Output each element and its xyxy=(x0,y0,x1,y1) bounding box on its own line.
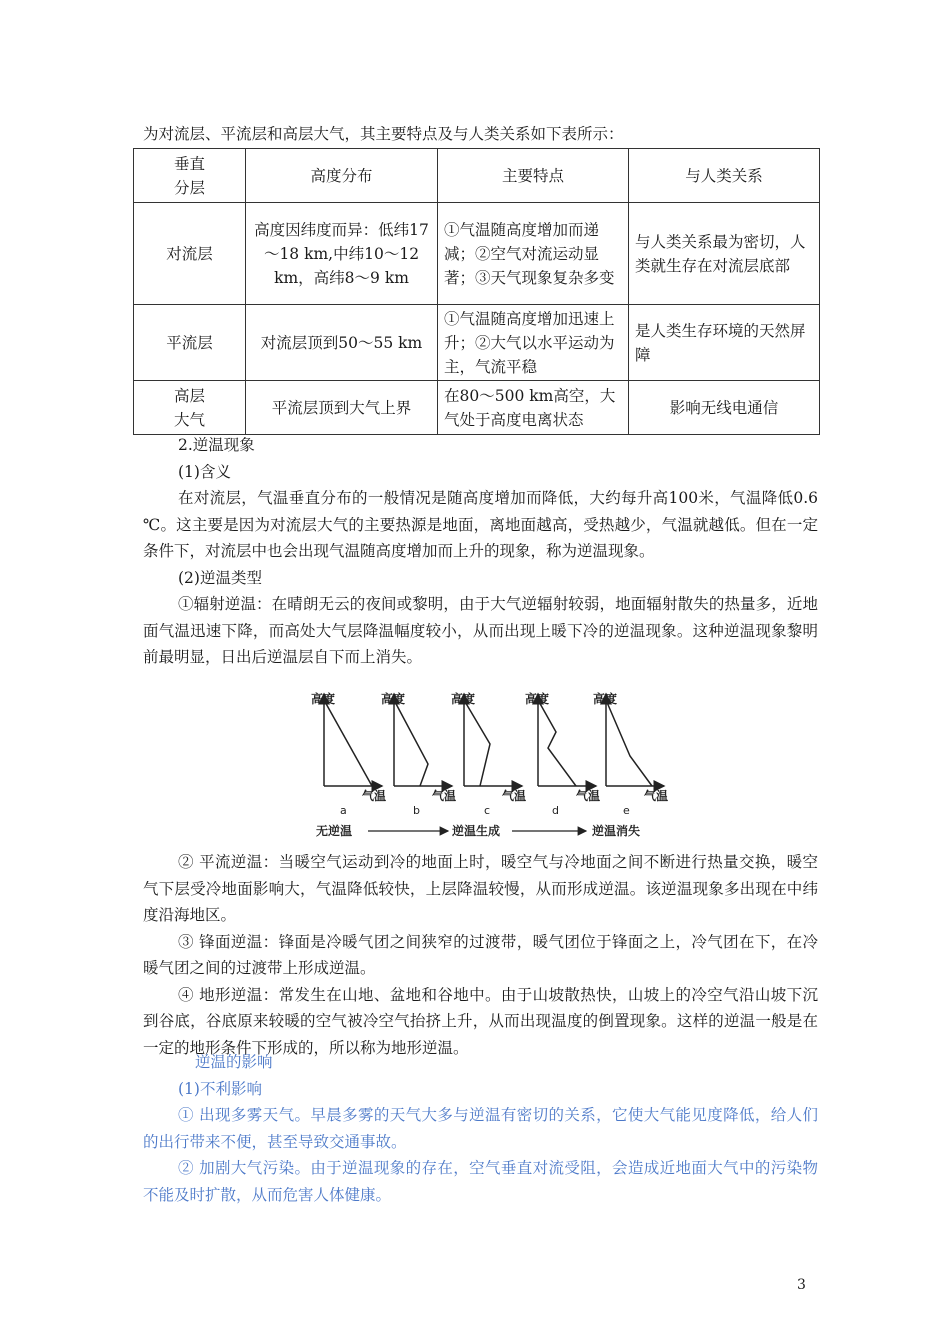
panel-b xyxy=(381,691,456,817)
section-inversion-types-cont xyxy=(143,849,818,1061)
paragraph: ② 平流逆温：当暖空气运动到冷的地面上时，暖空气与冷地面之间不断进行热量交换，暖空气下层受冷地面影响大，气温降低较快，上层降温较慢，从而形成逆温。该逆温现象多出现在中纬度沿海地区。 xyxy=(143,853,818,924)
stage-label: 无逆温 xyxy=(316,824,353,838)
table-cell: 高层 大气 xyxy=(134,381,246,435)
x-axis-label: 气温 xyxy=(644,789,669,803)
section-heading: 逆温的影响 xyxy=(195,1053,273,1071)
subheading: (1)含义 xyxy=(178,462,231,481)
table-cell: 平流层顶到大气上界 xyxy=(246,381,438,435)
panel-label: b xyxy=(413,804,420,817)
header-cell: 高度分布 xyxy=(246,149,438,203)
panel-label: c xyxy=(484,804,491,817)
table-cell: 高度因纬度而异：低纬17～18 km,中纬10～12 km，高纬8～9 km xyxy=(246,203,438,305)
x-axis-label: 气温 xyxy=(432,789,457,803)
panel-c xyxy=(451,691,526,817)
paragraph: ① 出现多雾天气。早晨多雾的天气大多与逆温有密切的关系，它使大气能见度降低，给人们的出行带来不便，甚至导致交通事故。 xyxy=(143,1106,818,1151)
panel-label: a xyxy=(340,804,347,817)
stage-timeline xyxy=(316,823,640,838)
paragraph: ③ 锋面逆温：锋面是冷暖气团之间狭窄的过渡带，暖气团位于锋面之上，冷气团在下，在冷暖气团之间的过渡带上形成逆温。 xyxy=(143,932,818,977)
paragraph: ①辐射逆温：在晴朗无云的夜间或黎明，由于大气逆辐射较弱，地面辐射散失的热量多，近地面气温迅速下降，而高处大气层降温幅度较小，从而出现上暖下冷的逆温现象。这种逆温现象黎明前最明显，日出后逆温层自下而上消失。 xyxy=(143,595,818,666)
subheading: (1)不利影响 xyxy=(178,1079,262,1098)
table-cell: 是人类生存环境的天然屏障 xyxy=(629,305,820,381)
table-row xyxy=(134,203,820,305)
paragraph: 在对流层，气温垂直分布的一般情况是随高度增加而降低，大约每升高100米，气温降低0.6 ℃。这主要是因为对流层大气的主要热源是地面，离地面越高，受热越少，气温就越低。但在一定条件下，对流层中也会出现气温随高度增加而上升的现象，称为逆温现象。 xyxy=(143,489,818,560)
paragraph: ④ 地形逆温：常发生在山地、盆地和谷地中。由于山坡散热快，山坡上的冷空气沿山坡下沉到谷底，谷底原来较暖的空气被冷空气抬挤上升，从而出现温度的倒置现象。这样的逆温一般是在一定的地形条件下形成的，所以称为地形逆温。 xyxy=(143,985,818,1057)
atmosphere-layers-table xyxy=(133,148,820,435)
y-axis-label: 高度 xyxy=(593,692,618,706)
x-axis-label: 气温 xyxy=(576,789,601,803)
stage-label: 逆温生成 xyxy=(452,824,501,838)
header-cell: 主要特点 xyxy=(438,149,629,203)
panel-a xyxy=(311,691,386,817)
y-axis-label: 高度 xyxy=(451,692,476,706)
paragraph: ② 加剧大气污染。由于逆温现象的存在，空气垂直对流受阻，会造成近地面大气中的污染物不能及时扩散，从而危害人体健康。 xyxy=(143,1159,818,1204)
table-cell: ①气温随高度增加而递减；②空气对流运动显著；③天气现象复杂多变 xyxy=(438,203,629,305)
panel-label: e xyxy=(623,804,630,817)
section-heading: 2.逆温现象 xyxy=(178,436,255,454)
stage-label: 逆温消失 xyxy=(592,824,641,838)
header-cell: 垂直 分层 xyxy=(134,149,246,203)
page-number: 3 xyxy=(797,1277,806,1293)
x-axis-label: 气温 xyxy=(362,789,387,803)
section-inversion xyxy=(143,432,818,671)
x-axis-label: 气温 xyxy=(502,789,527,803)
table-cell: ①气温随高度增加迅速上升；②大气以水平运动为主，气流平稳 xyxy=(438,305,629,381)
header-cell: 与人类关系 xyxy=(629,149,820,203)
table-cell: 影响无线电通信 xyxy=(629,381,820,435)
table-cell: 平流层 xyxy=(134,305,246,381)
section-inversion-effects xyxy=(143,1049,818,1208)
table-row xyxy=(134,305,820,381)
table-row xyxy=(134,381,820,435)
y-axis-label: 高度 xyxy=(311,692,336,706)
y-axis-label: 高度 xyxy=(525,692,550,706)
table-cell: 对流层 xyxy=(134,203,246,305)
table-cell: 对流层顶到50～55 km xyxy=(246,305,438,381)
inversion-diagram xyxy=(300,684,680,844)
table-cell: 与人类关系最为密切，人类就生存在对流层底部 xyxy=(629,203,820,305)
intro-sentence: 为对流层、平流层和高层大气，其主要特点及与人类关系如下表所示： xyxy=(143,125,624,143)
panel-d xyxy=(525,691,600,817)
panel-e xyxy=(593,691,668,817)
y-axis-label: 高度 xyxy=(381,692,406,706)
table-header-row xyxy=(134,149,820,203)
panel-label: d xyxy=(552,804,559,817)
subheading: (2)逆温类型 xyxy=(178,568,262,587)
table-cell: 在80～500 km高空，大气处于高度电离状态 xyxy=(438,381,629,435)
